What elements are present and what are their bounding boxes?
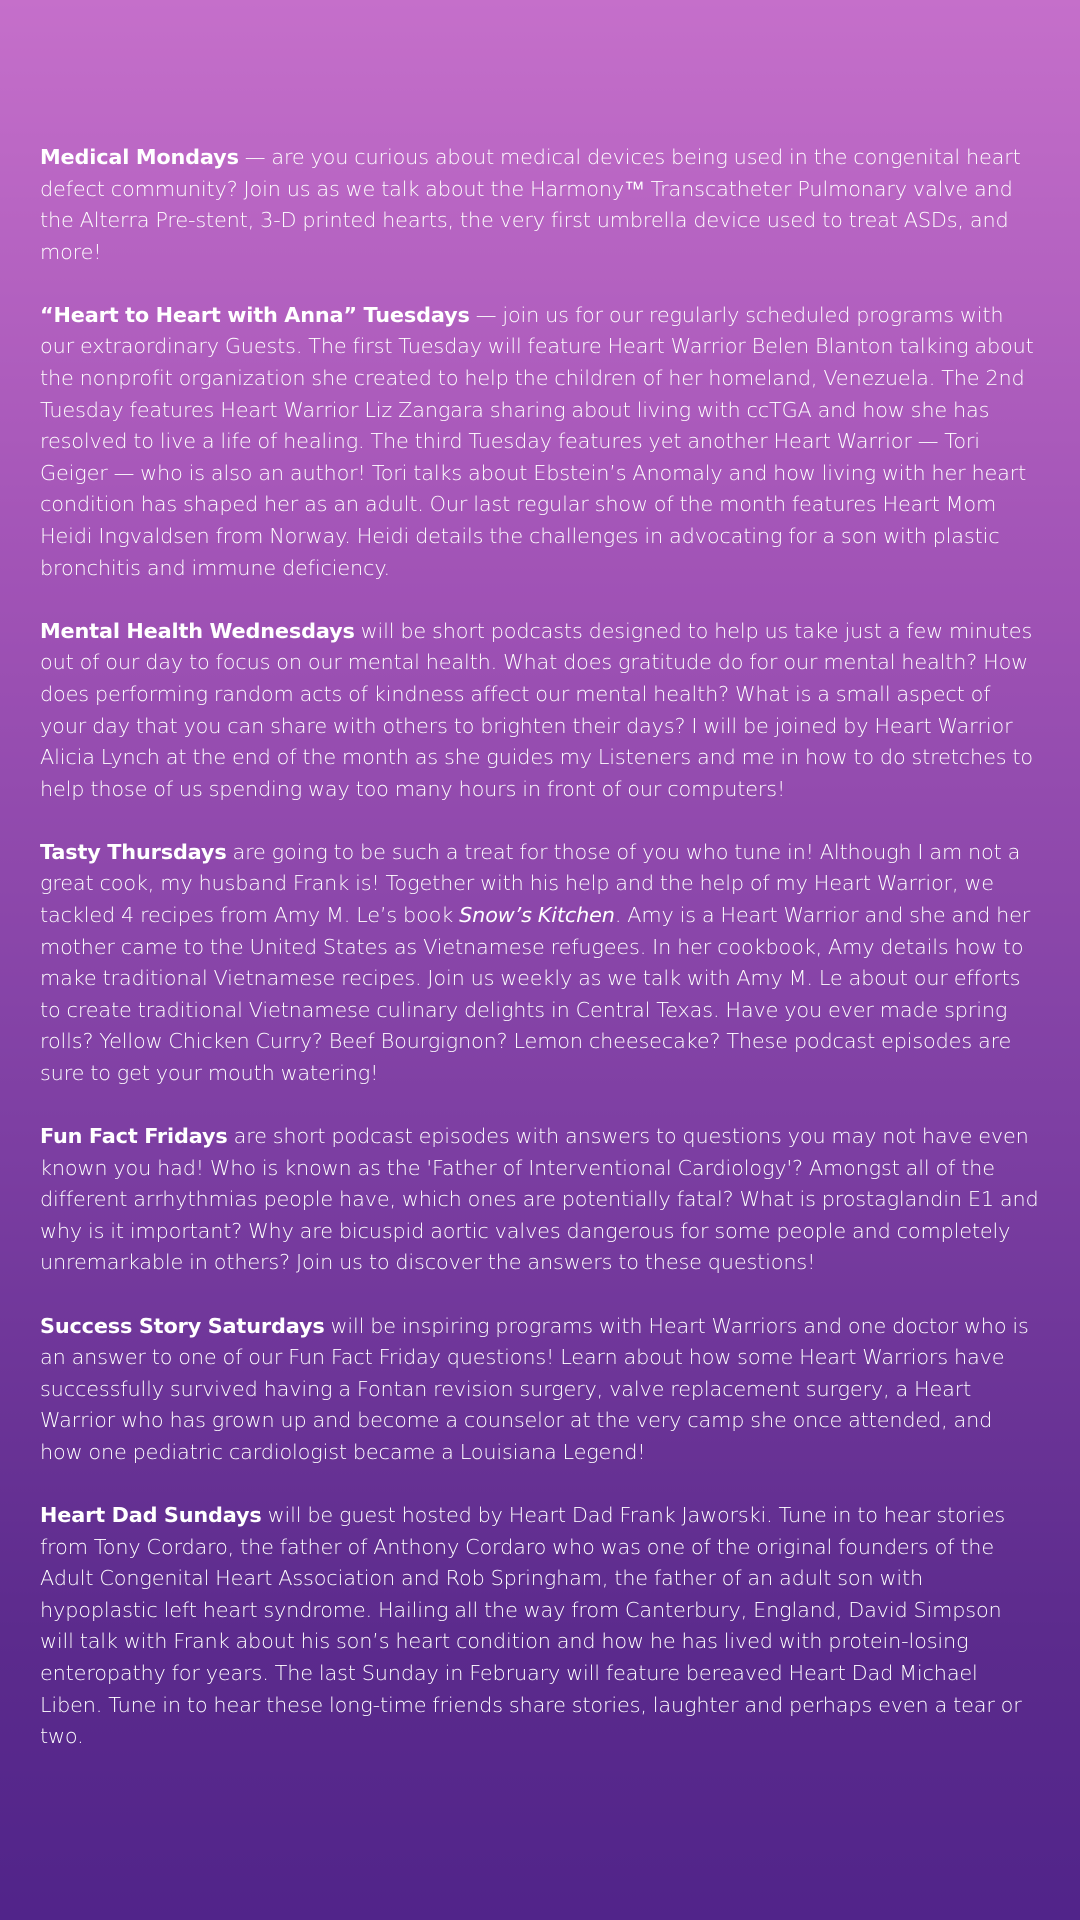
section-text: are going to be such a treat for those of you who tune in! Although I am not a great cook, my husband Frank is! Together with his help and the help of my Heart Warrior, we tackled 4 recipes from Amy M. Le’s book (40, 839, 1021, 927)
section-medical-mondays (40, 142, 1040, 268)
section-heading: Heart Dad Sundays (40, 1502, 262, 1527)
section-mental-health-wednesdays (40, 616, 1040, 806)
section-heading: Success Story Saturdays (40, 1313, 325, 1338)
section-heading: Mental Health Wednesdays (40, 618, 355, 643)
section-heading: Medical Mondays (40, 145, 239, 169)
section-heart-dad-sundays (40, 1500, 1040, 1753)
section-fun-fact-fridays (40, 1121, 1040, 1279)
section-success-story-saturdays (40, 1311, 1040, 1469)
section-heading: “Heart to Heart with Anna” Tuesdays (40, 302, 470, 327)
section-heading: Tasty Thursdays (40, 839, 227, 864)
section-text: will be short podcasts designed to help us take just a few minutes out of our day to focus on our mental health. What does gratitude do for our mental health? How does performing random acts of kindness affect our mental health? What is a small aspect of your day that you can share with others to brighten their days? I will be joined by Heart Warrior Alicia Lynch at the end of the month as she guides my Listeners and me in how to do stretches to help those of us spending way too many hours in front of our computers! (40, 618, 1033, 801)
section-text-continued: . Amy is a Heart Warrior and she and her mother came to the United States as Vietnamese refugees. In her cookbook, Amy details how to make traditional Vietnamese recipes. Join us weekly as we talk with Amy M. Le about our efforts to create traditional Vietnamese culinary delights in Central Texas. Have you ever made spring rolls? Yellow Chicken Curry? Beef Bourgignon? Lemon cheesecake? These podcast episodes are sure to get your mouth watering! (40, 902, 1031, 1085)
section-tasty-thursdays (40, 837, 1040, 1090)
section-text: — are you curious about medical devices being used in the congenital heart defect community? Join us as we talk about the Harmony™ Transcatheter Pulmonary valve and the Alterra Pre-stent, 3-D printed hearts, the very first umbrella device used to treat ASDs, and more! (40, 145, 1021, 264)
section-text: will be guest hosted by Heart Dad Frank Jaworski. Tune in to hear stories from Tony Cordaro, the father of Anthony Cordaro who was one of the original founders of the Adult Congenital Heart Association and Rob Springham, the father of an adult son with hypoplastic left heart syndrome. Hailing all the way from Canterbury, England, David Simpson will talk with Frank about his son’s heart condition and how he has lived with protein-losing enteropathy for years. The last Sunday in February will feature bereaved Heart Dad Michael Liben. Tune in to hear these long-time friends share stories, laughter and perhaps even a tear or two. (40, 1502, 1022, 1749)
section-text: — join us for our regularly scheduled programs with our extraordinary Guests. The first Tuesday will feature Heart Warrior Belen Blanton talking about the nonprofit organization she created to help the children of her homeland, Venezuela. The 2nd Tuesday features Heart Warrior Liz Zangara sharing about living with ccTGA and how she has resolved to live a life of healing. The third Tuesday features yet another Heart Warrior — Tori Geiger — who is also an author! Tori talks about Ebstein’s Anomaly and how living with her heart condition has shaped her as an adult. Our last regular show of the month features Heart Mom Heidi Ingvaldsen from Norway. Heidi details the challenges in advocating for a son with plastic bronchitis and immune deficiency. (40, 302, 1034, 580)
section-heading: Fun Fact Fridays (40, 1124, 228, 1149)
podcast-schedule (40, 142, 1040, 1784)
section-text: are short podcast episodes with answers to questions you may not have even known you had! Who is known as the 'Father of Interventional Cardiology'? Amongst all of the different arrhythmias people have, which ones are potentially fatal? What is prostaglandin E1 and why is it important? Why are bicuspid aortic valves dangerous for some people and completely unremarkable in others? Join us to discover the answers to these questions! (40, 1124, 1039, 1275)
section-heart-to-heart-tuesdays (40, 300, 1040, 584)
book-title: Snow’s Kitchen (459, 902, 615, 927)
section-text: will be inspiring programs with Heart Warriors and one doctor who is an answer to one of our Fun Fact Friday questions! Learn about how some Heart Warriors have successfully survived having a Fontan revision surgery, valve replacement surgery, a Heart Warrior who has grown up and become a counselor at the very camp she once attended, and how one pediatric cardiologist became a Louisiana Legend! (40, 1313, 1029, 1464)
